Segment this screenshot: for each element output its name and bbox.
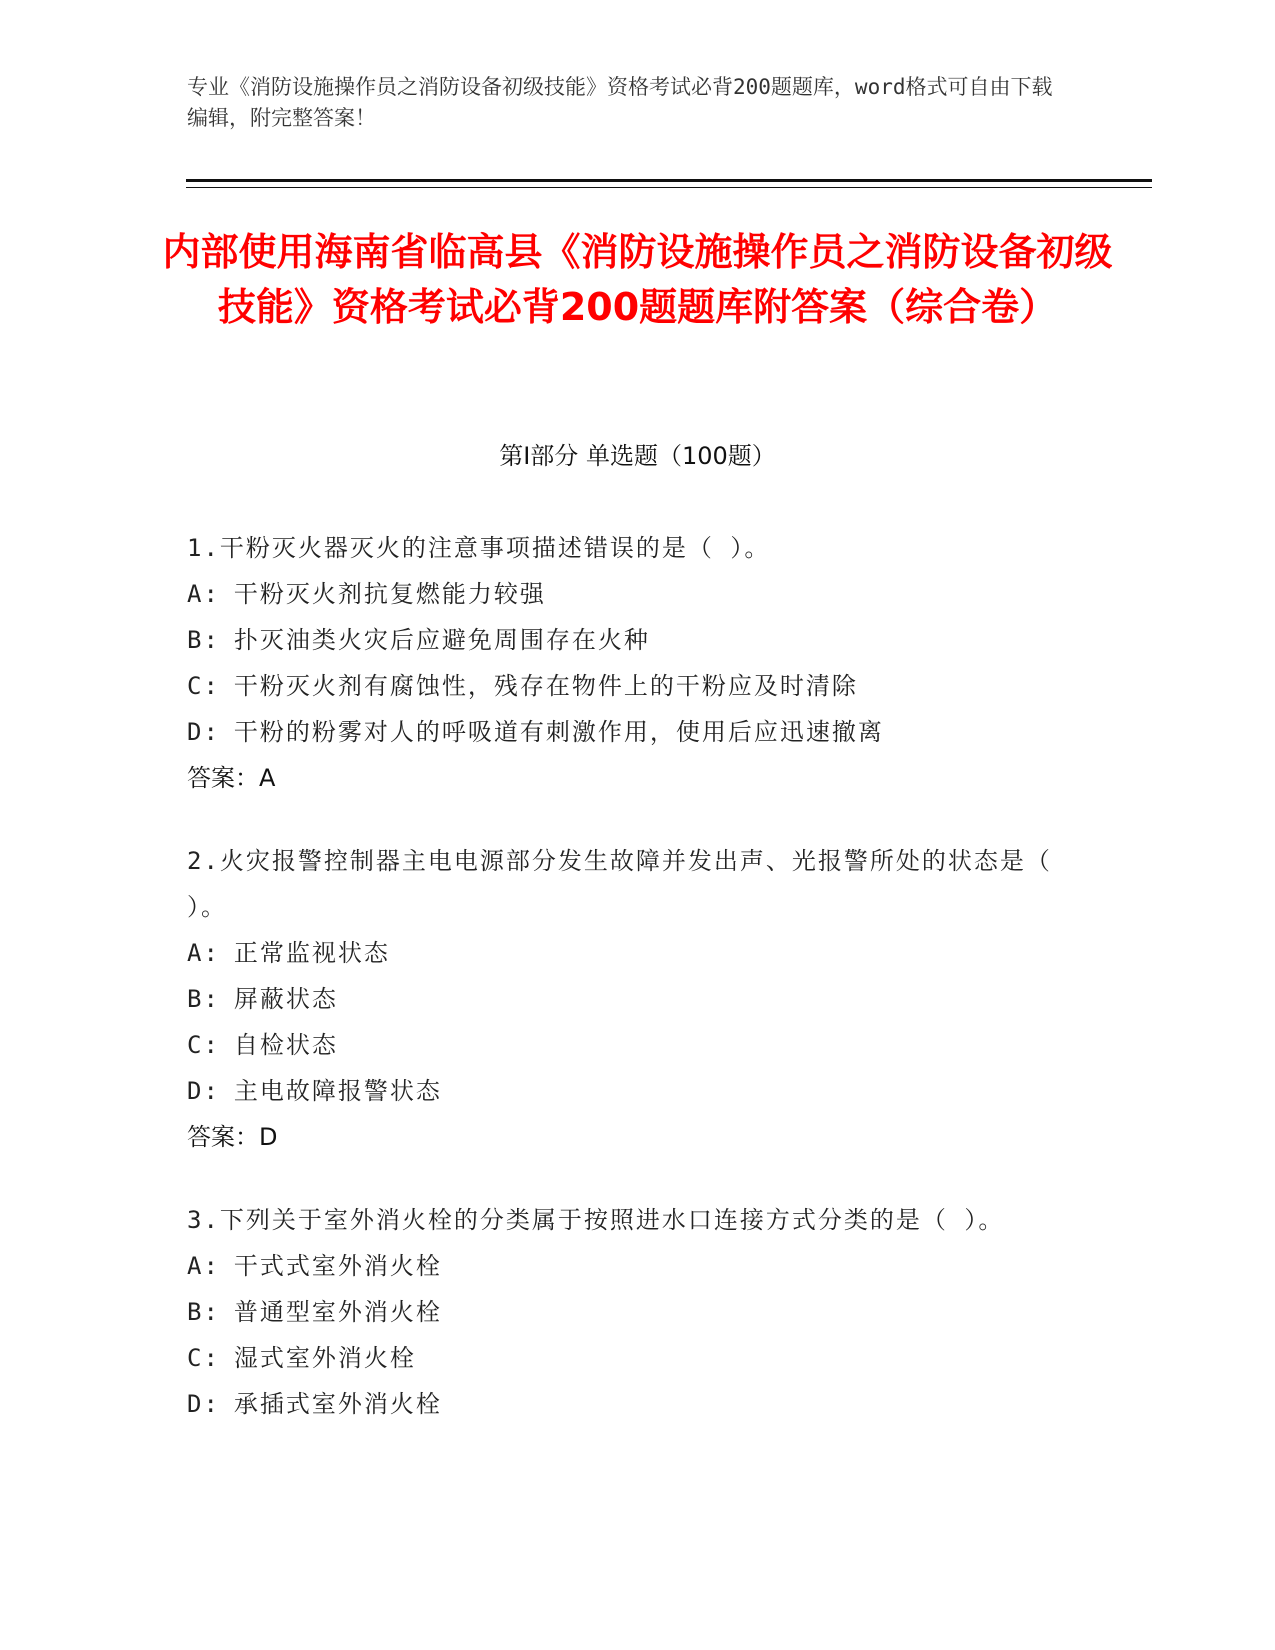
option-text: 干粉灭火剂抗复燃能力较强	[233, 580, 546, 608]
option-d	[187, 709, 1057, 755]
option-a	[187, 1243, 1057, 1289]
option-text: 屏蔽状态	[233, 985, 338, 1013]
option-key: D:	[187, 1077, 220, 1105]
option-d	[187, 1381, 1057, 1427]
option-b	[187, 617, 1057, 663]
question-text: 2.火灾报警控制器主电电源部分发生故障并发出声、光报警所处的状态是（ ）。	[187, 847, 1052, 921]
option-text: 干式式室外消火栓	[233, 1252, 442, 1280]
option-b	[187, 976, 1057, 1022]
option-d	[187, 1068, 1057, 1114]
header-note: 专业《消防设施操作员之消防设备初级技能》资格考试必背200题题库，word格式可自由下载编辑，附完整答案！	[187, 75, 1053, 130]
option-b	[187, 1289, 1057, 1335]
header-rule-thin	[186, 187, 1152, 188]
question-2	[187, 838, 1057, 1160]
option-key: B:	[187, 1298, 220, 1326]
option-key: C:	[187, 672, 220, 700]
option-c	[187, 663, 1057, 709]
option-key: B:	[187, 626, 220, 654]
option-key: D:	[187, 1390, 220, 1418]
option-key: A:	[187, 580, 220, 608]
option-text: 湿式室外消火栓	[233, 1344, 416, 1372]
option-a	[187, 571, 1057, 617]
option-key: B:	[187, 985, 220, 1013]
question-text: 3.下列关于室外消火栓的分类属于按照进水口连接方式分类的是（ ）。	[187, 1206, 1005, 1234]
question-text: 1.干粉灭火器灭火的注意事项描述错误的是（ ）。	[187, 534, 771, 562]
header-rule-thick	[186, 179, 1152, 182]
option-text: 承插式室外消火栓	[233, 1390, 442, 1418]
question-list	[187, 525, 1057, 1464]
option-text: 自检状态	[233, 1031, 338, 1059]
question-3	[187, 1197, 1057, 1427]
option-text: 干粉的粉雾对人的呼吸道有刺激作用，使用后应迅速撤离	[233, 718, 884, 746]
option-a	[187, 930, 1057, 976]
option-c	[187, 1335, 1057, 1381]
option-key: A:	[187, 939, 220, 967]
answer-line: 答案：D	[187, 1123, 278, 1151]
option-text: 主电故障报警状态	[233, 1077, 442, 1105]
option-text: 扑灭油类火灾后应避免周围存在火种	[233, 626, 650, 654]
question-1	[187, 525, 1057, 801]
option-text: 普通型室外消火栓	[233, 1298, 442, 1326]
option-key: C:	[187, 1344, 220, 1372]
option-key: D:	[187, 718, 220, 746]
option-text: 正常监视状态	[233, 939, 390, 967]
option-key: A:	[187, 1252, 220, 1280]
option-c	[187, 1022, 1057, 1068]
answer-line: 答案：A	[187, 764, 276, 792]
section-heading: 第Ⅰ部分 单选题（100题）	[499, 442, 776, 470]
document-title: 内部使用海南省临高县《消防设施操作员之消防设备初级技能》资格考试必背200题题库附答案（综合卷）	[162, 230, 1113, 329]
option-key: C:	[187, 1031, 220, 1059]
option-text: 干粉灭火剂有腐蚀性，残存在物件上的干粉应及时清除	[233, 672, 858, 700]
